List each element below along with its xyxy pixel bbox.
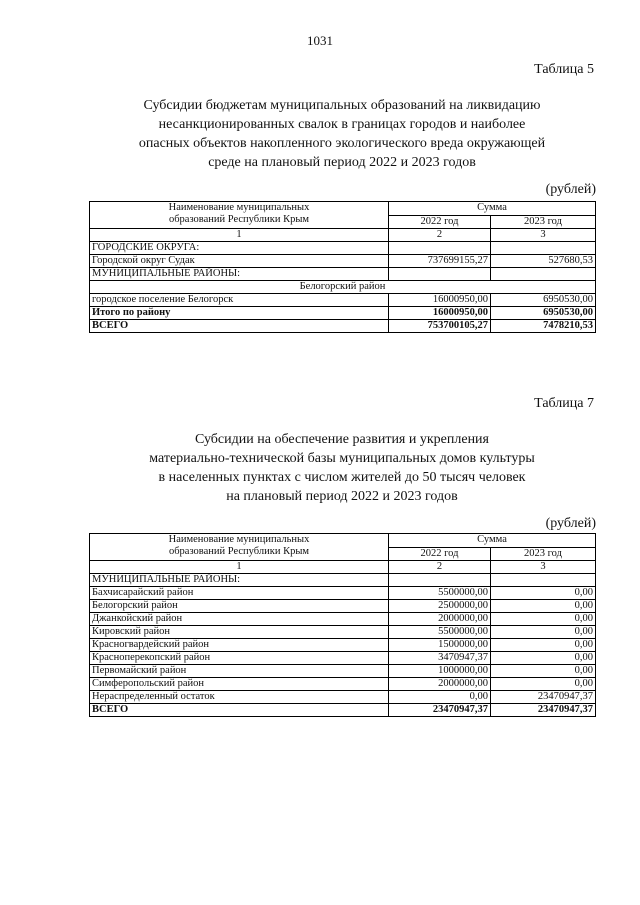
row-2022: 737699155,27 xyxy=(389,255,491,268)
table-row xyxy=(90,613,596,626)
table5-title-line: несанкционированных свалок в границах городов и наиболее xyxy=(158,117,526,132)
row-2023: 527680,53 xyxy=(491,255,596,268)
section-label: МУНИЦИПАЛЬНЫЕ РАЙОНЫ: xyxy=(90,268,389,281)
table5 xyxy=(89,201,596,333)
district-name: Белогорский район xyxy=(90,281,596,294)
row-name: Красногвардейский район xyxy=(90,639,389,652)
section-label: МУНИЦИПАЛЬНЫЕ РАЙОНЫ: xyxy=(90,574,389,587)
table7-title-line: на плановый период 2022 и 2023 годов xyxy=(226,489,458,504)
row-2023: 7478210,53 xyxy=(491,320,596,333)
table-row xyxy=(90,652,596,665)
row-2022: 5500000,00 xyxy=(389,587,491,600)
row-2022: 16000950,00 xyxy=(389,294,491,307)
col-num: 1 xyxy=(90,229,389,242)
table-row xyxy=(90,587,596,600)
section-label: ГОРОДСКИЕ ОКРУГА: xyxy=(90,242,389,255)
row-2023: 0,00 xyxy=(491,613,596,626)
table5-unit: (рублей) xyxy=(545,182,596,197)
row-2023: 0,00 xyxy=(491,652,596,665)
row-2023: 0,00 xyxy=(491,639,596,652)
column-number-row xyxy=(90,561,596,574)
row-2023: 0,00 xyxy=(491,587,596,600)
col-num: 2 xyxy=(389,561,491,574)
row-name: Красноперекопский район xyxy=(90,652,389,665)
column-number-row xyxy=(90,229,596,242)
col-num: 3 xyxy=(491,229,596,242)
table-header-row xyxy=(90,202,596,216)
table7-title xyxy=(90,430,594,506)
table5-title-line: Субсидии бюджетам муниципальных образований на ликвидацию xyxy=(143,98,541,113)
row-2022: 2500000,00 xyxy=(389,600,491,613)
row-2022: 16000950,00 xyxy=(389,307,491,320)
header-name: Наименование муниципальных образований Республики Крым xyxy=(90,534,389,561)
row-name: Нераспределенный остаток xyxy=(90,691,389,704)
table-header-row xyxy=(90,534,596,548)
header-2023: 2023 год xyxy=(491,547,596,561)
row-2022: 753700105,27 xyxy=(389,320,491,333)
table7-label: Таблица 7 xyxy=(534,396,594,411)
row-name: Джанкойский район xyxy=(90,613,389,626)
col-num: 3 xyxy=(491,561,596,574)
table7-unit: (рублей) xyxy=(545,516,596,531)
section-row xyxy=(90,242,596,255)
table-row xyxy=(90,678,596,691)
row-2023: 23470947,37 xyxy=(491,704,596,717)
section-row xyxy=(90,574,596,587)
row-2023: 0,00 xyxy=(491,626,596,639)
row-2022: 2000000,00 xyxy=(389,678,491,691)
table-row xyxy=(90,665,596,678)
table5-title-line: опасных объектов накопленного экологического вреда окружающей xyxy=(138,136,546,151)
row-name: Городской округ Судак xyxy=(90,255,389,268)
total-row xyxy=(90,704,596,717)
row-2023: 6950530,00 xyxy=(491,307,596,320)
table-row xyxy=(90,255,596,268)
page-number: 1031 xyxy=(307,33,333,48)
table-row xyxy=(90,294,596,307)
table-row xyxy=(90,691,596,704)
table5-title-line: среде на плановый период 2022 и 2023 годов xyxy=(208,155,476,170)
row-name: Бахчисарайский район xyxy=(90,587,389,600)
header-2022: 2022 год xyxy=(389,547,491,561)
row-2023: 0,00 xyxy=(491,678,596,691)
row-2023: 0,00 xyxy=(491,600,596,613)
header-sum: Сумма xyxy=(389,202,596,216)
row-2022: 0,00 xyxy=(389,691,491,704)
row-name: ВСЕГО xyxy=(90,704,389,717)
row-name: Симферопольский район xyxy=(90,678,389,691)
row-name: Кировский район xyxy=(90,626,389,639)
table5-label: Таблица 5 xyxy=(534,62,594,77)
table5-title xyxy=(90,96,594,172)
table7-title-line: материально-технической базы муниципальных домов культуры xyxy=(149,451,535,466)
total-row xyxy=(90,320,596,333)
row-name: Первомайский район xyxy=(90,665,389,678)
row-2022: 23470947,37 xyxy=(389,704,491,717)
table7 xyxy=(89,533,596,717)
table-row xyxy=(90,626,596,639)
table7-title-line: в населенных пунктах с числом жителей до 50 тысяч человек xyxy=(158,470,526,485)
col-num: 1 xyxy=(90,561,389,574)
header-2022: 2022 год xyxy=(389,215,491,229)
row-name: Итого по району xyxy=(90,307,389,320)
header-name: Наименование муниципальных образований Республики Крым xyxy=(90,202,389,229)
row-name: Белогорский район xyxy=(90,600,389,613)
row-name: ВСЕГО xyxy=(90,320,389,333)
section-row xyxy=(90,268,596,281)
table7-title-line: Субсидии на обеспечение развития и укрепления xyxy=(195,432,489,447)
row-2023: 0,00 xyxy=(491,665,596,678)
row-2022: 1500000,00 xyxy=(389,639,491,652)
col-num: 2 xyxy=(389,229,491,242)
header-sum: Сумма xyxy=(389,534,596,548)
row-name: городское поселение Белогорск xyxy=(90,294,389,307)
row-2023: 23470947,37 xyxy=(491,691,596,704)
row-2022: 5500000,00 xyxy=(389,626,491,639)
row-2022: 3470947,37 xyxy=(389,652,491,665)
district-row xyxy=(90,281,596,294)
row-2022: 1000000,00 xyxy=(389,665,491,678)
table-row xyxy=(90,600,596,613)
row-2023: 6950530,00 xyxy=(491,294,596,307)
subtotal-row xyxy=(90,307,596,320)
table-row xyxy=(90,639,596,652)
header-2023: 2023 год xyxy=(491,215,596,229)
row-2022: 2000000,00 xyxy=(389,613,491,626)
